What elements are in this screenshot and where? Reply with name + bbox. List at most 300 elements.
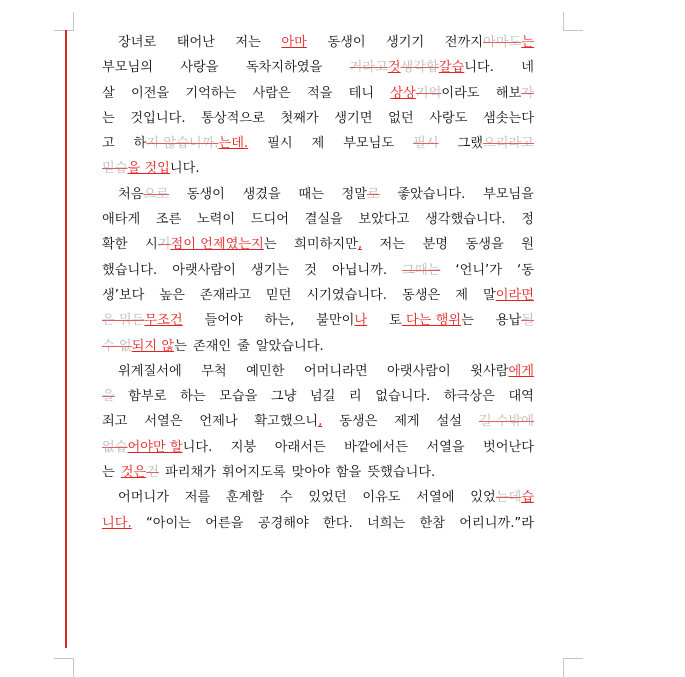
word	[280, 485, 293, 510]
text-run: 들어야	[204, 313, 243, 329]
word	[102, 283, 144, 308]
word	[459, 511, 534, 536]
text-run: ‘동	[517, 262, 534, 278]
text-run: 는	[461, 313, 474, 329]
word	[246, 55, 322, 80]
text-run: 이라도	[441, 85, 480, 101]
text-run: 수	[279, 490, 293, 506]
text-run: 고	[102, 136, 115, 152]
word	[380, 232, 405, 257]
inserted-text: 나	[354, 313, 368, 329]
text-run: 무척	[201, 363, 227, 379]
word	[323, 511, 353, 536]
deleted-text: 으리라고	[482, 136, 534, 152]
inserted-text: 는데.	[218, 136, 249, 152]
text-run: 줄	[237, 338, 250, 354]
text-run: 처음	[118, 186, 144, 202]
text-run: ‘언니’가	[455, 262, 502, 278]
text-run: 믿던	[265, 287, 292, 303]
word	[253, 81, 291, 106]
text-run: 좋았습니다.	[397, 186, 466, 202]
text-run: 해보	[495, 85, 522, 101]
word	[465, 232, 503, 257]
text-line	[102, 81, 534, 106]
word	[134, 131, 249, 156]
text-run: 지붕	[230, 439, 257, 455]
word	[416, 485, 454, 510]
page-corner-top-left	[63, 12, 74, 31]
word	[237, 334, 250, 359]
word	[266, 283, 291, 308]
word	[521, 232, 534, 257]
inserted-text: 이라면	[495, 287, 534, 303]
text-run: 분명	[422, 237, 448, 253]
text-run: 예민한	[246, 363, 285, 379]
word	[102, 131, 115, 156]
word	[375, 384, 430, 409]
word	[521, 207, 534, 232]
text-run: 보았다고	[358, 212, 410, 228]
word	[389, 308, 474, 333]
text-run: 그랬	[457, 136, 483, 152]
text-run: 윗사람	[470, 363, 509, 379]
text-line	[102, 207, 534, 232]
deleted-text: 없습	[102, 439, 128, 455]
word	[483, 283, 534, 308]
text-run: 적을	[306, 85, 333, 101]
text-run: 전까지	[444, 35, 483, 50]
text-run: 어리니까.”라	[459, 515, 534, 531]
word	[420, 511, 445, 536]
text-run: 아래서든	[274, 439, 326, 455]
text-run: 말	[482, 287, 496, 303]
text-run: 부모님의	[102, 60, 153, 76]
deleted-text: 억	[428, 85, 442, 101]
word	[267, 131, 292, 156]
word	[425, 207, 506, 232]
inserted-text: 상상	[390, 85, 416, 101]
text-run: 기억하는	[185, 85, 237, 101]
word	[305, 207, 343, 232]
word	[102, 156, 200, 181]
text-run: 모습을	[219, 389, 258, 405]
text-run: 토	[389, 313, 402, 329]
deleted-text: 건	[146, 465, 159, 481]
text-run: 그냥	[270, 389, 297, 405]
word	[306, 283, 387, 308]
word	[180, 55, 218, 80]
inserted-text: 것은	[120, 465, 147, 481]
text-line	[102, 30, 534, 55]
text-run: 동생은	[402, 287, 441, 303]
deleted-text: 지 않습니까.	[146, 136, 219, 152]
deleted-text: 거라고	[349, 60, 388, 76]
word	[102, 435, 212, 460]
text-line	[102, 460, 534, 485]
word	[394, 409, 419, 434]
word	[131, 81, 169, 106]
word	[349, 384, 362, 409]
word	[145, 232, 277, 257]
word	[172, 258, 236, 283]
word	[275, 435, 326, 460]
text-run: 확한	[102, 237, 128, 253]
deleted-text: 로	[367, 186, 380, 202]
text-run: 때는	[298, 186, 324, 202]
text-run: 생기는	[250, 262, 290, 278]
text-line	[102, 55, 534, 80]
word	[159, 283, 184, 308]
text-run: 어머니라면	[303, 363, 368, 379]
deleted-text: 필시	[413, 136, 439, 152]
word	[426, 435, 464, 460]
text-run: 서열을	[426, 439, 465, 455]
text-run: 필시	[267, 136, 293, 152]
word	[102, 308, 183, 333]
inserted-text: 을 것입	[127, 161, 170, 177]
text-run: 높은	[159, 287, 185, 303]
text-run: 하	[133, 136, 147, 152]
word	[102, 409, 127, 434]
text-run: 있었	[470, 490, 496, 506]
word	[437, 409, 462, 434]
text-run: 하는,	[264, 313, 295, 329]
text-run: 벗어난다	[483, 439, 534, 455]
word	[304, 258, 317, 283]
text-run: 언제나	[199, 414, 238, 430]
text-line	[102, 156, 534, 181]
text-run: 독차지하였을	[245, 60, 323, 76]
word	[219, 384, 257, 409]
text-line	[102, 258, 534, 283]
deleted-text: 는데	[495, 490, 522, 506]
word	[121, 460, 159, 485]
text-run: 아닙니까.	[331, 262, 388, 278]
text-run: 부모님도	[343, 136, 395, 152]
word	[180, 384, 205, 409]
word	[350, 55, 494, 80]
word	[390, 81, 479, 106]
crop-mark-bl	[54, 658, 64, 659]
word	[307, 81, 332, 106]
text-run: 것입니다.	[130, 110, 186, 126]
text-run: 이전을	[130, 85, 170, 101]
text-run: 있었던	[308, 490, 347, 506]
text-run: 동생이	[186, 186, 225, 202]
text-run: 태어난	[176, 35, 215, 50]
word	[281, 30, 306, 55]
word	[402, 283, 440, 308]
word	[332, 258, 387, 283]
word	[144, 409, 182, 434]
word	[294, 232, 362, 257]
text-run: 사랑도	[429, 110, 468, 126]
text-run: 저를	[184, 490, 211, 506]
inserted-text: 무조건	[144, 313, 183, 329]
word	[102, 334, 187, 359]
deleted-text: 은 뭐든	[102, 313, 145, 329]
word	[367, 460, 435, 485]
word	[102, 232, 127, 257]
word	[185, 81, 236, 106]
text-run: 아랫사람이	[387, 363, 451, 379]
deleted-text: 기	[415, 85, 429, 101]
text-run: 아랫사람이	[172, 262, 236, 278]
text-run: 제	[455, 287, 468, 303]
word	[310, 384, 335, 409]
text-run: 휘어지도록	[221, 465, 286, 481]
inserted-text: 갈습	[438, 60, 465, 76]
word	[327, 30, 365, 55]
text-run: 어른을	[205, 515, 244, 531]
text-line	[102, 283, 534, 308]
word	[423, 232, 448, 257]
document-body[interactable]	[102, 30, 534, 536]
text-line	[102, 131, 534, 156]
text-run: 위계질서에	[118, 363, 182, 379]
word	[102, 106, 115, 131]
word	[349, 81, 374, 106]
deleted-text: 기	[157, 237, 171, 253]
word	[102, 460, 115, 485]
text-run: 생기면	[334, 110, 373, 126]
word	[254, 409, 322, 434]
text-run: 샘솟는다	[483, 110, 534, 126]
word	[457, 131, 533, 156]
text-run: 넘길	[309, 389, 336, 405]
text-line	[102, 106, 534, 131]
word	[102, 258, 157, 283]
text-run: 존재인	[192, 338, 232, 354]
text-run: “아이는	[145, 515, 192, 531]
text-run: 결실을	[304, 212, 343, 228]
page-corner-top-right	[563, 12, 574, 31]
text-run: 는	[102, 465, 115, 481]
word	[226, 485, 264, 510]
text-line	[102, 182, 534, 207]
text-run: 동생이	[327, 35, 366, 50]
word	[386, 30, 424, 55]
text-run: 부모님을	[482, 186, 534, 202]
word	[292, 460, 330, 485]
text-run: 했습니다.	[102, 262, 158, 278]
text-run: 생’보다	[102, 287, 145, 303]
text-run: 생겼을	[242, 186, 281, 202]
word	[388, 106, 413, 131]
text-run: 사랑을	[180, 60, 219, 76]
inserted-text: ,	[318, 414, 323, 430]
text-run: 대역	[508, 389, 534, 405]
word	[199, 409, 237, 434]
word	[177, 30, 215, 55]
inserted-text: 에게	[508, 363, 534, 379]
text-run: 드디어	[250, 212, 289, 228]
text-run: 죄고	[102, 414, 128, 430]
word	[193, 334, 231, 359]
word	[251, 258, 289, 283]
word	[205, 308, 243, 333]
text-run: 희미하지만	[294, 237, 358, 253]
inserted-text: 어야만 할	[127, 439, 183, 455]
word	[200, 283, 251, 308]
text-run: 테니	[348, 85, 375, 101]
page-corner-bottom-left	[63, 658, 74, 677]
inserted-text: 니다.	[102, 515, 132, 531]
word	[102, 511, 132, 536]
word	[455, 283, 468, 308]
text-run: 없습니다.	[375, 389, 431, 405]
text-line	[102, 435, 534, 460]
word	[201, 106, 265, 131]
crop-mark-br	[573, 658, 583, 659]
page-corner-bottom-right	[563, 658, 574, 677]
word	[118, 30, 156, 55]
text-run: 동생은	[339, 414, 378, 430]
text-run: 동생을	[465, 237, 504, 253]
text-run: 는	[263, 237, 277, 253]
text-run: 는	[102, 110, 115, 126]
word	[496, 308, 534, 333]
word	[397, 182, 465, 207]
word	[102, 207, 140, 232]
deleted-text: 아마도	[482, 35, 522, 50]
word	[197, 207, 235, 232]
word	[201, 359, 226, 384]
word	[362, 485, 400, 510]
deleted-text: 그때는	[402, 262, 441, 278]
word	[316, 308, 367, 333]
word	[243, 182, 281, 207]
word	[308, 485, 346, 510]
deleted-text: 될	[521, 313, 534, 329]
word	[187, 182, 225, 207]
text-run: 불만이	[316, 313, 355, 329]
word	[367, 511, 405, 536]
text-run: 훈계할	[225, 490, 265, 506]
word	[304, 359, 368, 384]
text-run: 확고했으니	[254, 414, 319, 430]
text-run: 첫째가	[280, 110, 319, 126]
word	[235, 30, 260, 55]
text-line	[102, 359, 534, 384]
word	[280, 106, 318, 131]
text-run: 애타게	[102, 212, 141, 228]
word	[470, 359, 534, 384]
word	[508, 384, 533, 409]
text-run: 어머니가	[118, 490, 169, 506]
word	[271, 384, 296, 409]
text-run: 생기기	[386, 35, 425, 50]
word	[445, 30, 534, 55]
word	[258, 511, 309, 536]
text-run: 용납	[495, 313, 522, 329]
word	[265, 308, 295, 333]
inserted-text: 아마	[281, 35, 307, 50]
word	[118, 485, 169, 510]
text-run: 설설	[436, 414, 462, 430]
text-run: 존재라고	[199, 287, 251, 303]
word	[470, 485, 534, 510]
word	[102, 55, 153, 80]
word	[231, 435, 256, 460]
text-run: 뜻했습니다.	[367, 465, 436, 481]
text-line	[102, 511, 534, 536]
change-bar	[65, 30, 67, 648]
text-run: 시기였습니다.	[306, 287, 387, 303]
text-run: 생각했습니다.	[424, 212, 506, 228]
word	[165, 460, 216, 485]
word	[102, 81, 115, 106]
word	[118, 359, 182, 384]
deleted-text: 수 없	[102, 338, 132, 354]
text-run: 너희는	[367, 515, 406, 531]
text-run: 저는	[379, 237, 405, 253]
word	[336, 460, 361, 485]
text-run: 공경해야	[257, 515, 309, 531]
inserted-text: ,	[357, 237, 363, 253]
word	[246, 359, 284, 384]
text-line	[102, 384, 534, 409]
text-run: 제	[311, 136, 325, 152]
text-run: 바깥에서든	[344, 439, 408, 455]
deleted-text: 길 수밖에	[478, 414, 534, 430]
text-run: 한다.	[323, 515, 353, 531]
word	[205, 511, 243, 536]
word	[402, 258, 440, 283]
text-run: 는	[174, 338, 187, 354]
word	[118, 182, 169, 207]
word	[483, 182, 534, 207]
text-run: 니다.	[182, 439, 213, 455]
text-run: 통상적으로	[201, 110, 265, 126]
text-line	[102, 485, 534, 510]
inserted-text: 점이 언제였는지	[170, 237, 264, 253]
text-run: 없던	[388, 110, 414, 126]
text-run: 노력이	[196, 212, 236, 228]
text-run: 한참	[419, 515, 445, 531]
word	[358, 207, 409, 232]
text-run: 정말	[341, 186, 367, 202]
word	[185, 485, 210, 510]
inserted-text: 것	[387, 60, 401, 76]
word	[102, 384, 115, 409]
text-run: 알았습니다.	[255, 338, 324, 354]
text-run: 정	[521, 212, 534, 228]
deleted-text: 생각합	[400, 60, 439, 76]
word	[521, 55, 534, 80]
text-run: 니다.	[169, 161, 200, 177]
word	[444, 384, 495, 409]
text-line	[102, 409, 534, 434]
crop-mark-tl	[54, 30, 64, 31]
word	[156, 207, 181, 232]
word	[146, 511, 191, 536]
text-run: 제게	[394, 414, 420, 430]
word	[455, 258, 502, 283]
text-line	[102, 308, 534, 333]
text-line	[102, 334, 534, 359]
word	[130, 106, 185, 131]
text-run: 맞아야	[291, 465, 330, 481]
word	[479, 409, 534, 434]
text-run: 조른	[155, 212, 182, 228]
word	[344, 435, 408, 460]
word	[483, 106, 534, 131]
word	[413, 131, 438, 156]
word	[251, 207, 289, 232]
text-run: 하는	[180, 389, 206, 405]
deleted-text: 을	[102, 389, 115, 405]
